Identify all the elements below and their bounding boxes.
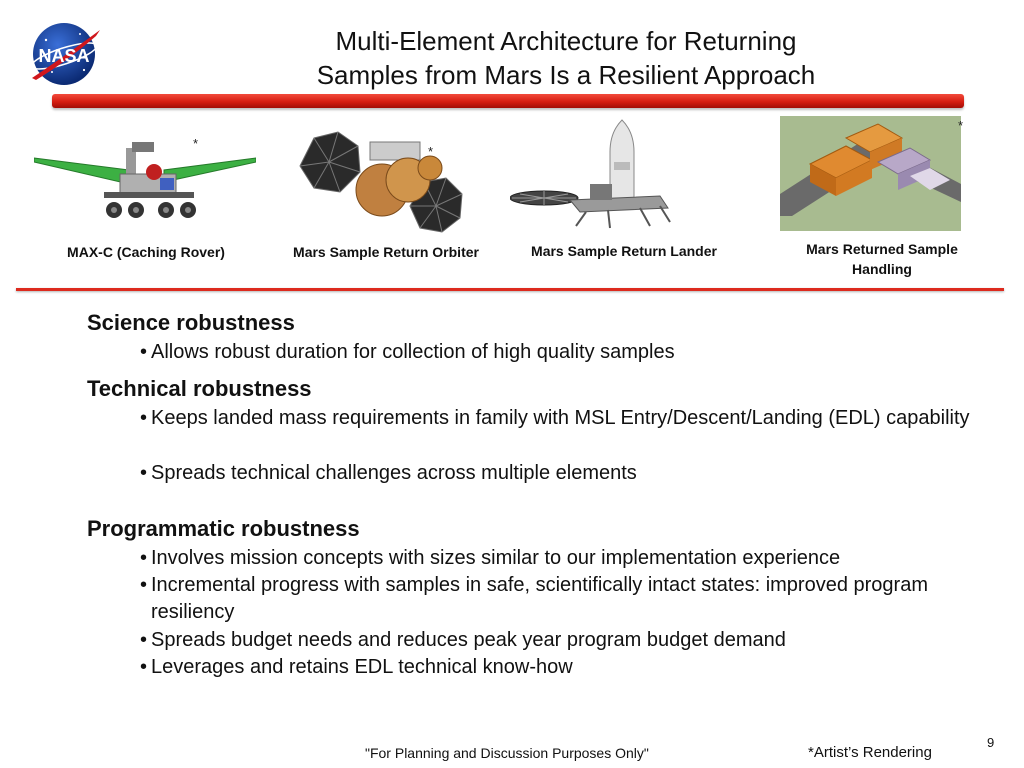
bullet-text: Spreads budget needs and reduces peak year program budget demand xyxy=(151,629,786,651)
bullet-dot: • xyxy=(140,629,148,651)
facility-illustration xyxy=(780,116,964,231)
bullet-text: Leverages and retains EDL technical know-how xyxy=(151,656,573,678)
caption-line-1: Mars Returned Sample xyxy=(806,241,958,257)
bullet-item xyxy=(140,405,971,432)
bullet-item xyxy=(140,339,971,366)
caption-lander: Mars Sample Return Lander xyxy=(531,243,717,259)
bullet-dot: • xyxy=(140,407,148,429)
bullet-item xyxy=(140,545,971,572)
caption-line-2: Handling xyxy=(852,261,912,277)
artist-rendering-marker: * xyxy=(428,144,434,159)
bullet-text: Allows robust duration for collection of high quality samples xyxy=(151,341,675,363)
svg-text:NASA: NASA xyxy=(38,46,90,66)
orbiter-illustration xyxy=(296,128,468,236)
artist-rendering-marker: * xyxy=(958,118,964,133)
bullet-item xyxy=(140,627,971,654)
lander-illustration xyxy=(510,118,674,236)
bullet-dot: • xyxy=(140,547,148,569)
page-number: 9 xyxy=(987,735,995,750)
bullet-item xyxy=(140,654,971,681)
bullet-dot: • xyxy=(140,574,148,596)
bullet-dot: • xyxy=(140,341,148,363)
title-line-2: Samples from Mars Is a Resilient Approach xyxy=(316,60,816,90)
bullet-item xyxy=(140,572,971,626)
artist-rendering-note: *Artist’s Rendering xyxy=(808,744,932,761)
heading-programmatic-robustness: Programmatic robustness xyxy=(87,516,360,541)
caption-orbiter: Mars Sample Return Orbiter xyxy=(293,244,479,260)
nasa-logo-icon xyxy=(22,18,106,88)
heading-science-robustness: Science robustness xyxy=(87,310,295,335)
title-line-1: Multi-Element Architecture for Returning xyxy=(335,26,797,56)
rover-illustration xyxy=(34,138,256,226)
slide-title xyxy=(150,24,982,92)
section-divider-bar xyxy=(16,288,1004,291)
bullet-item xyxy=(140,460,971,487)
bullet-text: Keeps landed mass requirements in family with MSL Entry/Descent/Landing (EDL) capability xyxy=(151,407,970,429)
title-divider-bar xyxy=(52,94,964,108)
bullet-text: Incremental progress with samples in safe, scientifically intact states: improved program resiliency xyxy=(151,574,928,623)
heading-technical-robustness: Technical robustness xyxy=(87,376,312,401)
caption-max-c: MAX-C (Caching Rover) xyxy=(67,244,225,260)
bullet-dot: • xyxy=(140,656,148,678)
bullet-text: Involves mission concepts with sizes similar to our implementation experience xyxy=(151,547,841,569)
bullet-text: Spreads technical challenges across multiple elements xyxy=(151,462,637,484)
footer-disclaimer: "For Planning and Discussion Purposes Only" xyxy=(365,745,649,761)
artist-rendering-marker: * xyxy=(193,136,199,151)
caption-sample-handling xyxy=(768,239,996,279)
bullet-dot: • xyxy=(140,462,148,484)
